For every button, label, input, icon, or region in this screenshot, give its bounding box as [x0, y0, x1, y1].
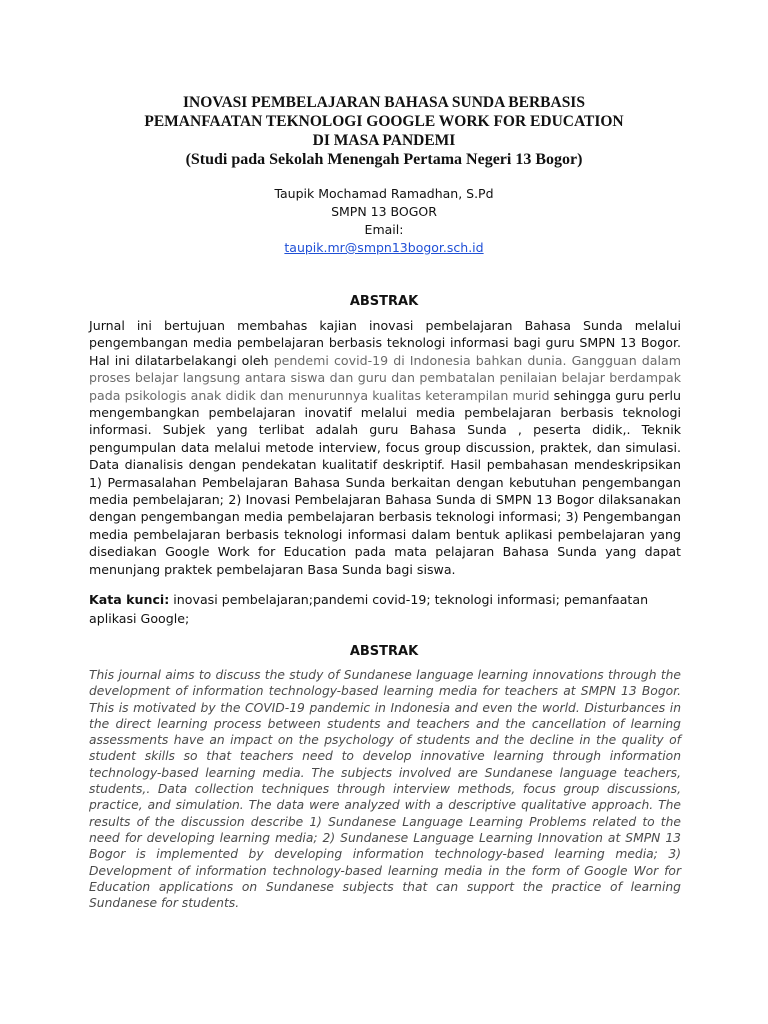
abstract-body-id	[89, 317, 681, 578]
keywords-label: Kata kunci:	[89, 592, 170, 607]
abstract-heading-en: ABSTRAK	[349, 644, 419, 659]
title-line-2: PEMANFAATAN TEKNOLOGI GOOGLE WORK FOR EDUCATION	[144, 113, 624, 130]
author-name: Taupik Mochamad Ramadhan, S.Pd	[274, 186, 494, 201]
author-affiliation: SMPN 13 BOGOR	[331, 204, 437, 219]
title-line-3: DI MASA PANDEMI	[312, 132, 456, 149]
title-subtitle: (Studi pada Sekolah Menengah Pertama Negeri 13 Bogor)	[185, 151, 583, 168]
keywords	[89, 590, 681, 628]
abstract-id-part-2: sehingga guru perlu mengembangkan pembelajaran inovatif melalui media pembelajaran berbasis teknologi informasi. Subjek yang terlibat adalah guru Bahasa Sunda , peserta didik,. Teknik pengumpulan data melalui metode interview, focus group discussion, praktek, dan simulasi. Data dianalisis dengan pendekatan kualitatif deskriptif. Hasil pembahasan mendeskripsikan 1) Permasalahan Pembelajaran Bahasa Sunda berkaitan dengan kebutuhan pengembangan media pembelajaran; 2) Inovasi Pembelajaran Bahasa Sunda di SMPN 13 Bogor dilaksanakan dengan pengembangan media pembelajaran berbasis teknologi informasi; 3) Pengembangan media pembelajaran berbasis teknologi informasi dalam bentuk aplikasi pembelajaran yang disediakan Google Work for Education pada mata pelajaran Bahasa Sunda yang dapat menunjang praktek pembelajaran Basa Sunda bagi siswa.	[89, 387, 681, 577]
email-label: Email:	[364, 222, 404, 237]
author-block	[60, 185, 708, 257]
abstract-id-grey-part: pendemi covid-19 di Indonesia bahkan dunia. Gangguan dalam proses belajar langsung antara siswa dan guru dan pembatalan penilaian belajar berdampak pada psikologis anak didik dan menurunnya kualitas keterampilan murid	[89, 352, 681, 403]
email-link[interactable]: taupik.mr@smpn13bogor.sch.id	[284, 240, 484, 255]
paper-title	[60, 93, 708, 169]
keywords-text: inovasi pembelajaran;pandemi covid-19; teknologi informasi; pemanfaatan aplikasi Google;	[89, 592, 649, 626]
abstract-heading-id: ABSTRAK	[349, 294, 419, 309]
title-line-1: INOVASI PEMBELAJARAN BAHASA SUNDA BERBASIS	[183, 94, 585, 111]
abstract-body-en: This journal aims to discuss the study of Sundanese language learning innovations through the development of information technology-based learning media for teachers at SMPN 13 Bogor. This is motivated by the COVID-19 pandemic in Indonesia and even the world. Disturbances in the direct learning process between students and teachers and the cancellation of learning assessments have an impact on the psychology of students and the decline in the quality of student skills so that teachers need to develop innovative learning through information technology-based learning media. The subjects involved are Sundanese language teachers, students,. Data collection techniques through interview methods, focus group discussions, practice, and simulation. The data were analyzed with a descriptive qualitative approach. The results of the discussion describe 1) Sundanese Language Learning Problems related to the need for developing learning media; 2) Sundanese Language Learning Innovation at SMPN 13 Bogor is implemented by developing information technology-based learning media; 3) Development of information technology-based learning media in the form of Google Wor for Education applications on Sundanese subjects that can support the practice of learning Sundanese for students.	[89, 668, 681, 911]
abstract-id-part-1: Jurnal ini bertujuan membahas kajian inovasi pembelajaran Bahasa Sunda melalui pengembangan media pembelajaran berbasis teknologi informasi bagi guru SMPN 13 Bogor. Hal ini dilatarbelakangi oleh	[89, 318, 681, 368]
